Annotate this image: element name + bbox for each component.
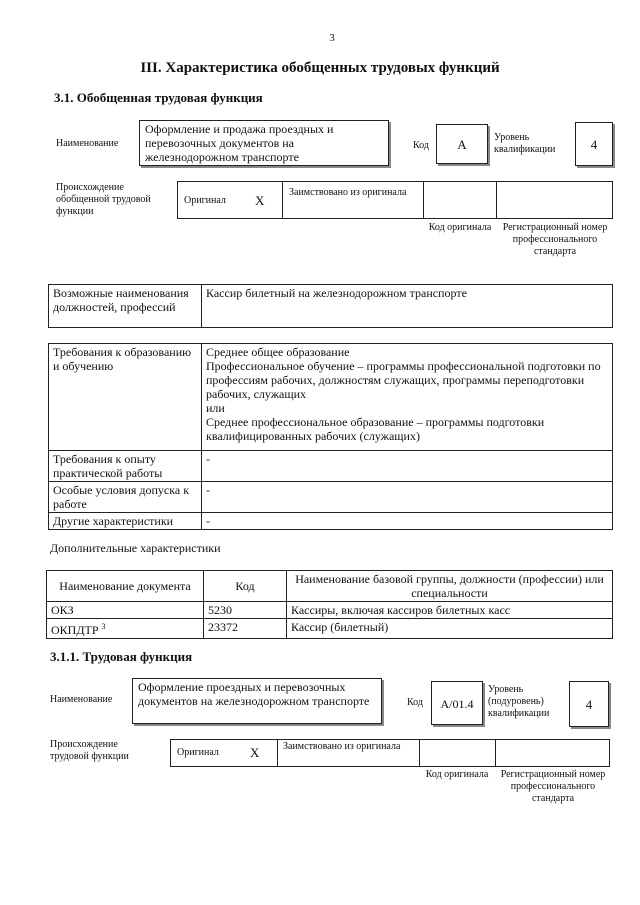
cell-code: 23372 xyxy=(204,619,287,639)
table-row xyxy=(49,285,613,328)
gf-heading: 3.1. Обобщенная трудовая функция xyxy=(54,90,263,105)
additional-table xyxy=(46,570,613,639)
tf-name-value: Оформление проездных и перевозочных документов на железнодорожном транспорте xyxy=(132,678,382,724)
req-label: Требования к опыту практической работы xyxy=(49,451,202,482)
col-header-code: Код xyxy=(204,571,287,602)
positions-value: Кассир билетный на железнодорожном транспорте xyxy=(202,285,613,328)
doc-name: ОКПДТР xyxy=(51,623,99,637)
tf-divider xyxy=(419,740,420,766)
positions-table xyxy=(48,284,613,328)
cell-doc xyxy=(47,619,204,639)
tf-level-value: 4 xyxy=(569,681,609,727)
gf-code-label: Код xyxy=(413,140,429,151)
tf-reg-num-caption: Регистрационный номер профессионального стандарта xyxy=(500,769,606,804)
req-label: Особые условия допуска к работе xyxy=(49,482,202,513)
table-row xyxy=(47,602,613,619)
tf-level-label: Уровень (подуровень) квалификации xyxy=(488,684,550,719)
req-value: - xyxy=(202,451,613,482)
req-label: Другие характеристики xyxy=(49,513,202,530)
cell-name: Кассир (билетный) xyxy=(287,619,613,639)
gf-divider xyxy=(496,182,497,218)
req-value: Среднее общее образование Профессиональное обучение – программы профессиональной подготовки по профессиям рабочих, должностям служащих, программы переподготовки рабочих, служащих или Среднее профессиональное образование – программы подготовки квалифицированных рабочих (служащих) xyxy=(202,344,613,451)
requirements-table xyxy=(48,343,613,530)
gf-name-label: Наименование xyxy=(56,138,119,149)
table-header-row xyxy=(47,571,613,602)
footnote-ref: 3 xyxy=(101,622,106,631)
req-value: - xyxy=(202,482,613,513)
tf-orig-code-caption: Код оригинала xyxy=(425,769,489,780)
positions-label: Возможные наименования должностей, профессий xyxy=(49,285,202,328)
cell-doc: ОКЗ xyxy=(47,602,204,619)
gf-level-value: 4 xyxy=(575,122,613,166)
gf-orig-code-caption: Код оригинала xyxy=(428,222,492,233)
table-row xyxy=(49,344,613,451)
table-row xyxy=(49,513,613,530)
tf-divider xyxy=(495,740,496,766)
page-number: 3 xyxy=(329,32,335,44)
gf-borrowed-label: Заимствовано из оригинала xyxy=(289,187,407,198)
tf-divider xyxy=(277,740,278,766)
tf-heading: 3.1.1. Трудовая функция xyxy=(50,649,193,664)
col-header-name: Наименование базовой группы, должности (профессии) или специальности xyxy=(287,571,613,602)
gf-code-value: А xyxy=(436,124,488,164)
gf-original-label: Оригинал xyxy=(184,195,226,206)
gf-reg-num-caption: Регистрационный номер профессионального стандарта xyxy=(502,222,608,257)
cell-name: Кассиры, включая кассиров билетных касс xyxy=(287,602,613,619)
tf-code-label: Код xyxy=(407,697,423,708)
req-label: Требования к образованию и обучению xyxy=(49,344,202,451)
tf-borrowed-label: Заимствовано из оригинала xyxy=(283,741,401,752)
table-row xyxy=(49,482,613,513)
table-row xyxy=(47,619,613,639)
gf-divider xyxy=(282,182,283,218)
col-header-doc: Наименование документа xyxy=(47,571,204,602)
additional-heading: Дополнительные характеристики xyxy=(50,541,221,555)
tf-name-label: Наименование xyxy=(50,694,113,705)
gf-origin-table xyxy=(177,181,613,219)
req-value: - xyxy=(202,513,613,530)
tf-original-label: Оригинал xyxy=(177,747,219,758)
tf-code-value: А/01.4 xyxy=(431,681,483,725)
gf-level-label: Уровень квалификации xyxy=(494,132,556,155)
gf-name-value: Оформление и продажа проездных и перевозочных документов на железнодорожном транспорте xyxy=(139,120,389,166)
gf-divider xyxy=(423,182,424,218)
gf-origin-label: Происхождение обобщенной трудовой функции xyxy=(56,182,151,217)
section-title: III. Характеристика обобщенных трудовых функций xyxy=(140,60,500,76)
gf-original-mark: X xyxy=(255,193,265,208)
table-row xyxy=(49,451,613,482)
tf-origin-table xyxy=(170,739,610,767)
tf-original-mark: X xyxy=(250,745,260,760)
cell-code: 5230 xyxy=(204,602,287,619)
tf-origin-label: Происхождение трудовой функции xyxy=(50,739,129,762)
